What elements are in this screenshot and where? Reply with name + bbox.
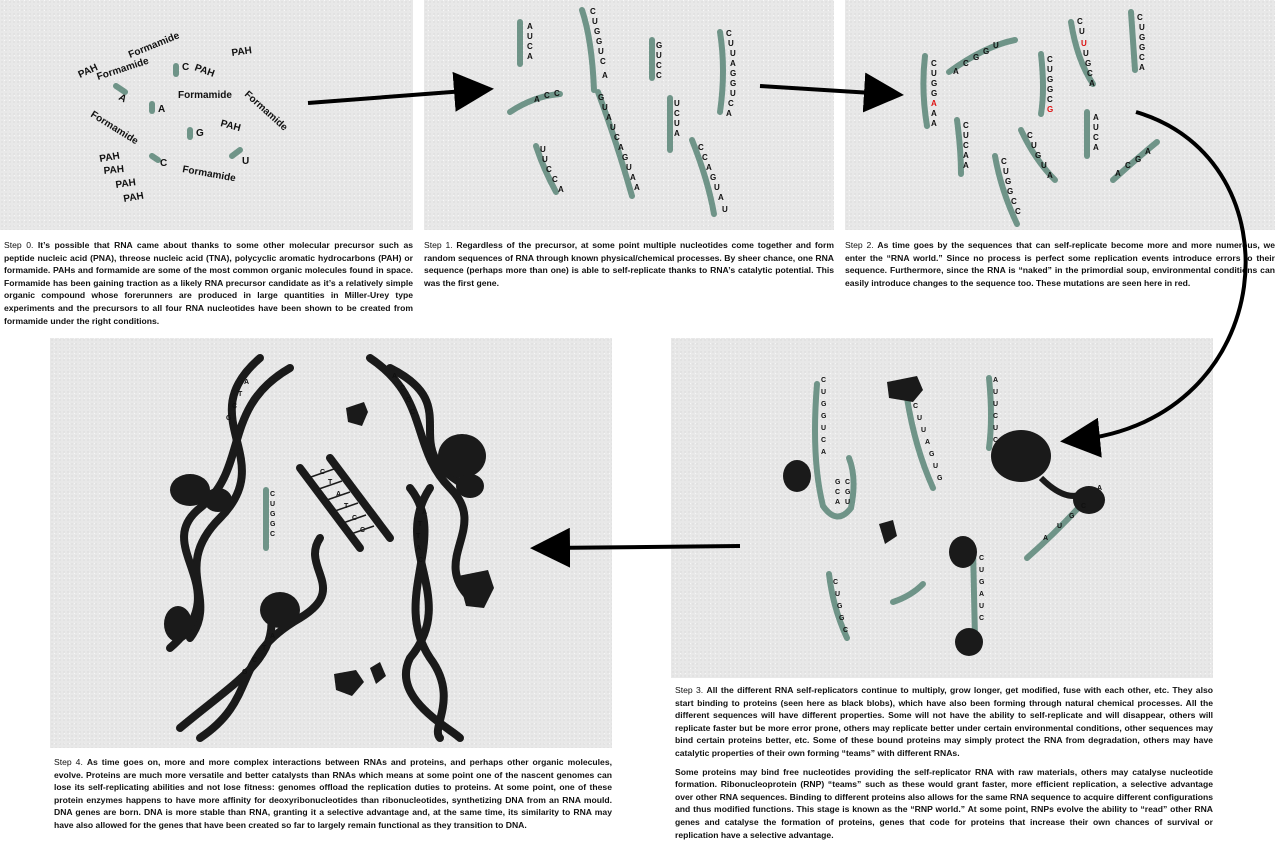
step1-text: Regardless of the precursor, at some point multiple nucleotides come together and form random sequences of RNA through known physical/chemical processes. By sheer chance, one RNA sequence (perhaps more than one) is able to self-replicate thanks to RNA’s catalytic potential. This was the first gene. xyxy=(424,240,835,288)
svg-text:C: C xyxy=(702,153,708,162)
pah-label: PAH xyxy=(114,177,137,191)
svg-text:U: U xyxy=(979,603,985,610)
svg-text:C: C xyxy=(352,515,358,522)
svg-text:U: U xyxy=(540,145,546,154)
svg-text:U: U xyxy=(610,123,616,132)
svg-text:G: G xyxy=(1139,43,1146,52)
svg-text:A: A xyxy=(270,633,276,640)
svg-text:G: G xyxy=(983,47,990,56)
svg-text:U: U xyxy=(993,41,999,50)
nucleotide-c: C xyxy=(160,158,168,169)
svg-text:U: U xyxy=(656,51,662,60)
svg-text:A: A xyxy=(821,449,827,456)
svg-text:U: U xyxy=(730,89,736,98)
svg-text:U: U xyxy=(598,47,604,56)
svg-text:A: A xyxy=(1047,171,1053,180)
svg-text:C: C xyxy=(600,57,606,66)
svg-text:C: C xyxy=(674,109,680,118)
step3-label: Step 3. xyxy=(675,685,704,695)
svg-text:G: G xyxy=(1135,155,1142,164)
svg-text:U: U xyxy=(1057,523,1063,530)
svg-text:U: U xyxy=(722,205,728,214)
svg-text:G: G xyxy=(837,603,843,610)
svg-text:G: G xyxy=(973,53,980,62)
svg-text:G: G xyxy=(979,579,985,586)
svg-text:C: C xyxy=(1047,55,1053,64)
svg-text:C: C xyxy=(821,377,827,384)
svg-text:G: G xyxy=(931,79,938,88)
svg-text:C: C xyxy=(1011,197,1017,206)
svg-text:A: A xyxy=(634,183,640,192)
svg-text:A: A xyxy=(953,67,959,76)
formamide-label: Formamide xyxy=(95,55,151,83)
svg-text:C: C xyxy=(400,385,406,392)
step0-label: Step 0. xyxy=(4,240,34,250)
svg-text:G: G xyxy=(931,89,938,98)
svg-text:C: C xyxy=(1077,17,1083,26)
svg-text:T: T xyxy=(416,533,421,540)
svg-text:T: T xyxy=(344,503,349,510)
svg-text:C: C xyxy=(913,403,919,410)
nucleotide-a: A xyxy=(158,104,166,115)
svg-text:C: C xyxy=(1087,69,1093,78)
svg-text:C: C xyxy=(979,555,985,562)
svg-text:A: A xyxy=(931,109,937,118)
svg-text:C: C xyxy=(614,133,620,142)
svg-text:A: A xyxy=(527,52,533,61)
step0-caption xyxy=(4,239,413,327)
svg-text:G: G xyxy=(821,401,827,408)
svg-text:G: G xyxy=(598,93,605,102)
svg-text:U: U xyxy=(1079,27,1085,36)
svg-text:A: A xyxy=(718,193,724,202)
svg-text:U: U xyxy=(993,389,999,396)
svg-text:G: G xyxy=(656,41,663,50)
nucleotide-c: C xyxy=(182,62,190,73)
svg-text:U: U xyxy=(979,567,985,574)
svg-text:A: A xyxy=(534,95,540,104)
step4-panel xyxy=(50,338,612,748)
svg-text:C: C xyxy=(410,409,416,416)
svg-text:C: C xyxy=(270,531,276,538)
step2-illustration xyxy=(845,0,1275,230)
svg-text:U: U xyxy=(1047,65,1053,74)
step1-illustration xyxy=(424,0,834,230)
svg-text:U: U xyxy=(626,163,632,172)
svg-text:C: C xyxy=(320,469,326,476)
svg-text:A: A xyxy=(558,185,564,194)
svg-text:U: U xyxy=(963,131,969,140)
nucleotide-a: A xyxy=(116,92,129,106)
svg-text:A: A xyxy=(336,491,342,498)
step3-paragraph-2 xyxy=(675,766,1213,842)
svg-text:C: C xyxy=(552,175,558,184)
svg-text:U: U xyxy=(1003,167,1009,176)
svg-text:C: C xyxy=(1027,131,1033,140)
step4-caption xyxy=(54,756,612,832)
svg-text:G: G xyxy=(835,479,841,486)
svg-text:A: A xyxy=(527,22,533,31)
svg-text:U: U xyxy=(730,49,736,58)
svg-text:C: C xyxy=(656,71,662,80)
svg-text:G: G xyxy=(1069,513,1075,520)
svg-text:U: U xyxy=(845,499,851,506)
svg-text:C: C xyxy=(418,557,424,564)
svg-text:A: A xyxy=(726,109,732,118)
svg-text:U: U xyxy=(931,69,937,78)
svg-text:G: G xyxy=(596,37,603,46)
pah-label: PAH xyxy=(230,45,253,59)
svg-text:U: U xyxy=(1031,141,1037,150)
svg-text:U: U xyxy=(993,425,999,432)
pah-label: PAH xyxy=(103,163,125,177)
step3-text2: Some proteins may bind free nucleotides providing the self-replicator RNA with raw materials, others may catalyse nucleotide formation. Ribonucleoprotein (RNP) “teams” such as these would grant faster, more efficient replication, a selective advantage over other RNA sequences. Binding to different proteins also allows for the same RNA sequence to acquire different configurations and thus modified functions. This stage is known as the “RNP world.” At some point, RNPs evolve the ability to “read” other RNA genes and catalyse the formation of proteins, genes that code for proteins that increase their own chances of survival or replication have a selective advantage. xyxy=(675,766,1213,840)
svg-text:C: C xyxy=(843,627,849,634)
svg-text:U: U xyxy=(527,32,533,41)
svg-text:G: G xyxy=(929,451,935,458)
svg-text:C: C xyxy=(833,579,839,586)
svg-text:G: G xyxy=(1007,187,1014,196)
svg-text:A: A xyxy=(244,379,250,386)
svg-text:A: A xyxy=(416,545,422,552)
svg-text:U: U xyxy=(1081,39,1087,48)
svg-text:A: A xyxy=(1145,147,1151,156)
svg-text:A: A xyxy=(630,173,636,182)
svg-text:C: C xyxy=(979,615,985,622)
svg-text:C: C xyxy=(1081,503,1087,510)
formamide-label: Formamide xyxy=(127,30,182,61)
svg-text:C: C xyxy=(590,7,596,16)
svg-text:G: G xyxy=(242,669,248,676)
svg-text:A: A xyxy=(606,113,612,122)
svg-text:T: T xyxy=(418,521,423,528)
step4-illustration xyxy=(50,338,612,748)
formamide-label: Formamide xyxy=(88,109,140,148)
svg-text:A: A xyxy=(618,143,624,152)
svg-text:U: U xyxy=(592,17,598,26)
step3-illustration xyxy=(671,338,1213,678)
svg-text:U: U xyxy=(1093,123,1099,132)
step1-caption xyxy=(424,239,834,289)
svg-text:C: C xyxy=(993,413,999,420)
svg-text:C: C xyxy=(252,657,258,664)
svg-text:C: C xyxy=(656,61,662,70)
svg-text:G: G xyxy=(839,615,845,622)
svg-text:G: G xyxy=(270,521,276,528)
svg-text:A: A xyxy=(730,59,736,68)
svg-text:A: A xyxy=(931,99,937,108)
svg-text:T: T xyxy=(262,645,267,652)
svg-text:G: G xyxy=(1005,177,1012,186)
svg-text:C: C xyxy=(993,437,999,444)
svg-text:C: C xyxy=(544,91,550,100)
svg-text:C: C xyxy=(1015,207,1021,216)
svg-text:A: A xyxy=(422,509,428,516)
svg-text:C: C xyxy=(360,527,366,534)
svg-text:A: A xyxy=(706,163,712,172)
step0-illustration xyxy=(0,0,413,230)
svg-text:A: A xyxy=(993,377,999,384)
step2-caption xyxy=(845,239,1275,289)
svg-text:C: C xyxy=(726,29,732,38)
nucleotide-u: U xyxy=(242,156,250,167)
step1-label: Step 1. xyxy=(424,240,453,250)
svg-text:C: C xyxy=(527,42,533,51)
svg-text:C: C xyxy=(845,479,851,486)
svg-text:A: A xyxy=(602,71,608,80)
svg-text:A: A xyxy=(1115,169,1121,178)
svg-text:A: A xyxy=(925,439,931,446)
svg-text:G: G xyxy=(622,153,629,162)
svg-text:A: A xyxy=(674,129,680,138)
svg-text:U: U xyxy=(674,119,680,128)
svg-text:T: T xyxy=(238,391,243,398)
svg-text:C: C xyxy=(1125,161,1131,170)
step0-panel xyxy=(0,0,413,230)
svg-text:C: C xyxy=(1047,95,1053,104)
svg-text:G: G xyxy=(1085,59,1092,68)
formamide-label: Formamide xyxy=(181,164,237,185)
svg-text:G: G xyxy=(730,69,737,78)
svg-text:C: C xyxy=(270,491,276,498)
svg-text:A: A xyxy=(931,119,937,128)
svg-text:C: C xyxy=(1001,157,1007,166)
formamide-label: Formamide xyxy=(241,89,290,134)
svg-text:U: U xyxy=(602,103,608,112)
pah-label: PAH xyxy=(192,62,216,80)
step2-panel xyxy=(845,0,1275,230)
svg-text:U: U xyxy=(270,501,276,508)
step3-panel xyxy=(671,338,1213,678)
svg-text:C: C xyxy=(728,99,734,108)
svg-text:U: U xyxy=(728,39,734,48)
svg-text:C: C xyxy=(963,59,969,68)
svg-text:G: G xyxy=(226,415,232,422)
svg-text:G: G xyxy=(710,173,717,182)
svg-text:U: U xyxy=(1083,49,1089,58)
pah-label: PAH xyxy=(76,62,100,81)
svg-text:A: A xyxy=(1043,535,1049,542)
svg-text:G: G xyxy=(845,489,851,496)
svg-text:U: U xyxy=(1041,161,1047,170)
svg-text:G: G xyxy=(1047,85,1054,94)
pah-label: PAH xyxy=(219,118,242,135)
svg-text:G: G xyxy=(594,27,601,36)
svg-text:U: U xyxy=(714,183,720,192)
svg-text:U: U xyxy=(542,155,548,164)
svg-text:C: C xyxy=(546,165,552,174)
svg-text:G: G xyxy=(1035,151,1042,160)
svg-text:U: U xyxy=(821,389,827,396)
svg-text:C: C xyxy=(1139,53,1145,62)
svg-text:A: A xyxy=(1093,143,1099,152)
svg-text:A: A xyxy=(979,591,985,598)
svg-text:A: A xyxy=(1139,63,1145,72)
svg-text:U: U xyxy=(993,401,999,408)
svg-text:A: A xyxy=(392,373,398,380)
step3-text: All the different RNA self-replicators continue to multiply, grow longer, get modified, fuse with each other, etc. They also start binding to proteins (seen here as black blobs), which have also been forming through natural chemical processes. All the different sequences will have different properties. Some will not have the ability to self-replicate and will disappear, others will replicate faster but be more error prone, others may replicate better under certain environmental conditions, other sequences may bind certain proteins better, etc. Some of these bound proteins may simply protect the RNA from degradation, others may have catalytic properties of their own forming “teams” with different RNAs. xyxy=(675,685,1214,758)
svg-text:A: A xyxy=(1093,113,1099,122)
svg-text:C: C xyxy=(554,89,560,98)
svg-text:A: A xyxy=(1097,485,1103,492)
nucleotide-g: G xyxy=(196,128,204,139)
svg-text:U: U xyxy=(1139,23,1145,32)
svg-text:C: C xyxy=(963,121,969,130)
svg-text:U: U xyxy=(821,425,827,432)
svg-text:U: U xyxy=(921,427,927,434)
svg-text:C: C xyxy=(821,437,827,444)
step4-label: Step 4. xyxy=(54,757,83,767)
svg-text:C: C xyxy=(931,59,937,68)
step3-caption xyxy=(675,684,1213,847)
svg-text:G: G xyxy=(270,511,276,518)
formamide-label: Formamide xyxy=(178,90,232,101)
svg-text:A: A xyxy=(835,499,841,506)
svg-text:G: G xyxy=(406,397,412,404)
step4-text: As time goes on, more and more complex interactions between RNAs and proteins, and perhaps other organic molecules, evolve. Proteins are much more versatile and better catalysts than RNAs which means at some point one of the nascent genomes can lose its self-replicating abilities and not lose fitness: genomes offload the replication duties to proteins. At some point, one of these protein enzymes happens to have more affinity for deoxyribonucleotides than ribonucleotides, synthetizing DNA from an RNA mould. DNA genes are born. DNA is more stable than RNA, granting it a selective advantage and, at the same time, its similarity to RNA may have also allowed for the genes that have been created so far to largely remain functional as they transition to DNA. xyxy=(54,757,612,830)
svg-text:U: U xyxy=(917,415,923,422)
svg-text:C: C xyxy=(1093,133,1099,142)
svg-text:G: G xyxy=(937,475,943,482)
svg-text:A: A xyxy=(1089,79,1095,88)
svg-text:T: T xyxy=(328,479,333,486)
svg-text:C: C xyxy=(835,489,841,496)
svg-text:A: A xyxy=(963,161,969,170)
step0-text: It’s possible that RNA came about thanks to some other molecular precursor such as peptide nucleic acid (PNA), threose nucleic acid (TNA), polycyclic aromatic hydrocarbons (PAH) or formamide. PAHs and formamide are some of the most common organic molecules found in space. Formamide has been gaining traction as a likely RNA precursor candidate as it’s a relatively simple organic compound whose forerunners are produced in large quantities in Miller-Urey type experiments and the precursors to all four RNA nucleotides have been shown to be created from formamide under the right conditions. xyxy=(4,240,413,326)
svg-text:C: C xyxy=(963,141,969,150)
svg-text:G: G xyxy=(1139,33,1146,42)
svg-text:A: A xyxy=(963,151,969,160)
svg-text:G: G xyxy=(1047,75,1054,84)
pah-label: PAH xyxy=(122,190,145,205)
step2-text: As time goes by the sequences that can self-replicate become more and more numerous, we enter the “RNA world.” Since no process is perfect some replication events introduce errors to their sequence. Furthermore, since the RNA is “naked” in the primordial soup, environmental conditions can easily introduce changes to the sequence too. These mutations are seen here in red. xyxy=(845,240,1276,288)
svg-text:C: C xyxy=(698,143,704,152)
svg-text:C: C xyxy=(1137,13,1143,22)
svg-text:U: U xyxy=(835,591,841,598)
svg-text:G: G xyxy=(730,79,737,88)
step2-label: Step 2. xyxy=(845,240,874,250)
svg-text:G: G xyxy=(1047,105,1054,114)
pah-label: PAH xyxy=(98,150,121,165)
step3-paragraph-1 xyxy=(675,684,1213,760)
svg-text:U: U xyxy=(674,99,680,108)
svg-text:U: U xyxy=(933,463,939,470)
svg-text:G: G xyxy=(821,413,827,420)
svg-text:C: C xyxy=(232,403,238,410)
step1-panel xyxy=(424,0,834,230)
